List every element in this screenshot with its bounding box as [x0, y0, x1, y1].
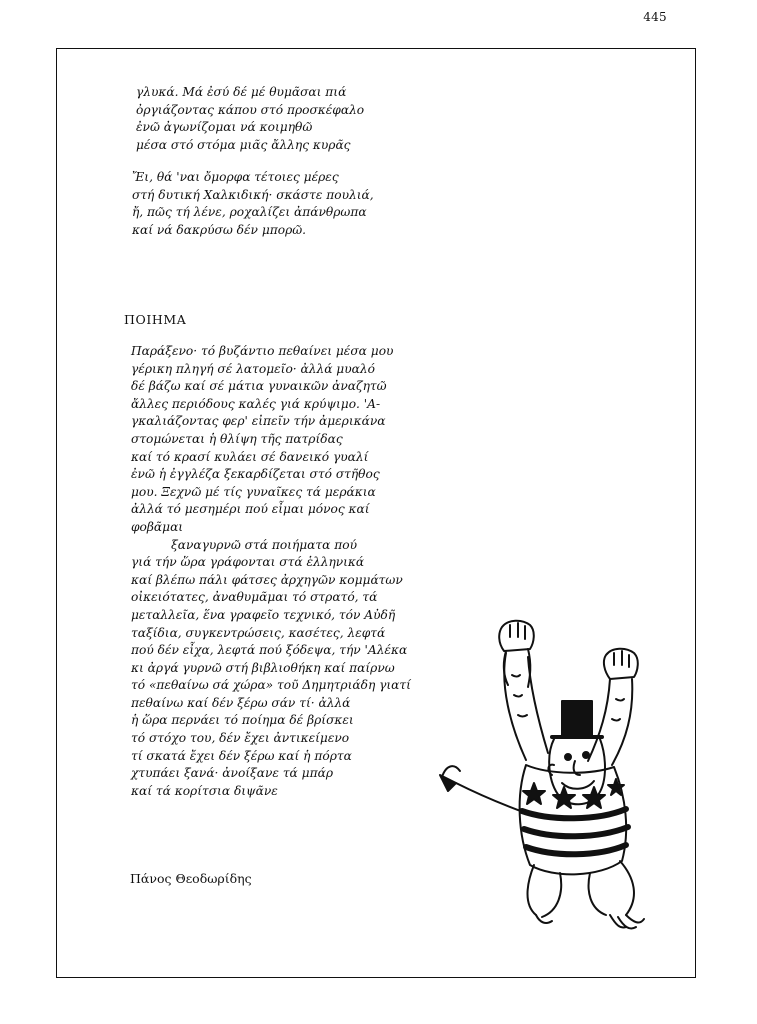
- poem-line: ἀλλά τό μεσημέρι πού εἶμαι μόνος καί: [131, 502, 370, 517]
- poem-body: [131, 343, 411, 800]
- poem-line: καί τά κορίτσια διψᾶνε: [131, 783, 278, 798]
- poem-line: πού δέν εἶχα, λεφτά πού ξόδεψα, τήν 'Αλέκα: [131, 643, 408, 658]
- poem-line: ἄλλες περιόδους καλές γιά κρύψιμο. 'Α-: [131, 396, 381, 411]
- poem-line: γλυκά. Μά ἐσύ δέ μέ θυμᾶσαι πιά: [136, 85, 347, 99]
- poem-line: τό «πεθαίνω σά χώρα» τοῦ Δημητριάδη γιατί: [131, 678, 411, 693]
- poem-line: Ἔι, θά 'ναι ὄμορφα τέτοιες μέρες: [132, 170, 339, 184]
- devil-figure-illustration: [430, 615, 660, 945]
- poem-stanza-2: [132, 169, 374, 239]
- poem-line: ταξίδια, συγκεντρώσεις, κασέτες, λεφτά: [131, 625, 386, 640]
- poem-line: τί σκατά ἔχει δέν ξέρω καί ἡ πόρτα: [131, 748, 352, 763]
- poem-line: ὀργιάζοντας κάπου στό προσκέφαλο: [136, 102, 365, 117]
- author-signature: Πάνος Θεοδωρίδης: [130, 871, 252, 886]
- poem-line: γιά τήν ὥρα γράφονται στά ἑλληνικά: [131, 555, 365, 570]
- poem-line: καί βλέπω πάλι φάτσες ἀρχηγῶν κομμάτων: [131, 572, 403, 587]
- poem-line: πεθαίνω καί δέν ξέρω σάν τί· ἀλλά: [131, 695, 351, 710]
- poem-line: γέρικη πληγή σέ λατομεῖο· ἀλλά μυαλό: [131, 361, 375, 376]
- poem-line: φοβᾶμαι: [131, 519, 184, 534]
- poem-line: ἡ ὥρα περνάει τό ποίημα δέ βρίσκει: [131, 713, 354, 728]
- poem-line: δέ βάζω καί σέ μάτια γυναικῶν ἀναζητῶ: [131, 379, 387, 394]
- poem-line: τό στόχο του, δέν ἔχει ἀντικείμενο: [131, 731, 350, 746]
- page-number: 445: [643, 10, 667, 24]
- poem-line: ἐνῶ ἡ ἐγγλέζα ξεκαρδίζεται στό στῆθος: [131, 467, 380, 482]
- poem-line: καί τό κρασί κυλάει σέ δανεικό γυαλί: [131, 449, 369, 464]
- poem-line: ἤ, πῶς τή λένε, ροχαλίζει ἀπάνθρωπα: [132, 205, 367, 220]
- poem-line: οἰκειότατες, ἀναθυμᾶμαι τό στρατό, τά: [131, 590, 378, 605]
- poem-line: ἐνῶ ἀγωνίζομαι νά κοιμηθῶ: [136, 120, 313, 135]
- poem-stanza-1: [136, 84, 364, 154]
- poem-line: καί νά δακρύσω δέν μπορῶ.: [132, 222, 307, 237]
- poem-line: μέσα στό στόμα μιᾶς ἄλλης κυρᾶς: [136, 137, 351, 152]
- poem-line: στή δυτική Χαλκιδική· σκάστε πουλιά,: [132, 187, 374, 202]
- poem-line: μεταλλεῖα, ἕνα γραφεῖο τεχνικό, τόν Αὐδῆ: [131, 607, 396, 622]
- poem-line: χτυπάει ξανά· ἀνοίξανε τά μπάρ: [131, 766, 333, 781]
- poem-line: κι ἀργά γυρνῶ στή βιβλιοθήκη καί παίρνω: [131, 660, 395, 675]
- poem-line: Παράξενο· τό βυζάντιο πεθαίνει μέσα μου: [131, 344, 394, 358]
- poem-line: στομώνεται ἡ θλίψη τῆς πατρίδας: [131, 431, 343, 446]
- poem-title: ΠΟΙΗΜΑ: [124, 312, 187, 327]
- poem-line: γκαλιάζοντας φερ' εἰπεῖν τήν ἀμερικάνα: [131, 414, 386, 429]
- poem-line: μου. Ξεχνῶ μέ τίς γυναῖκες τά μεράκια: [131, 484, 376, 499]
- poem-line: ξαναγυρνῶ στά ποιήματα πού: [171, 537, 358, 552]
